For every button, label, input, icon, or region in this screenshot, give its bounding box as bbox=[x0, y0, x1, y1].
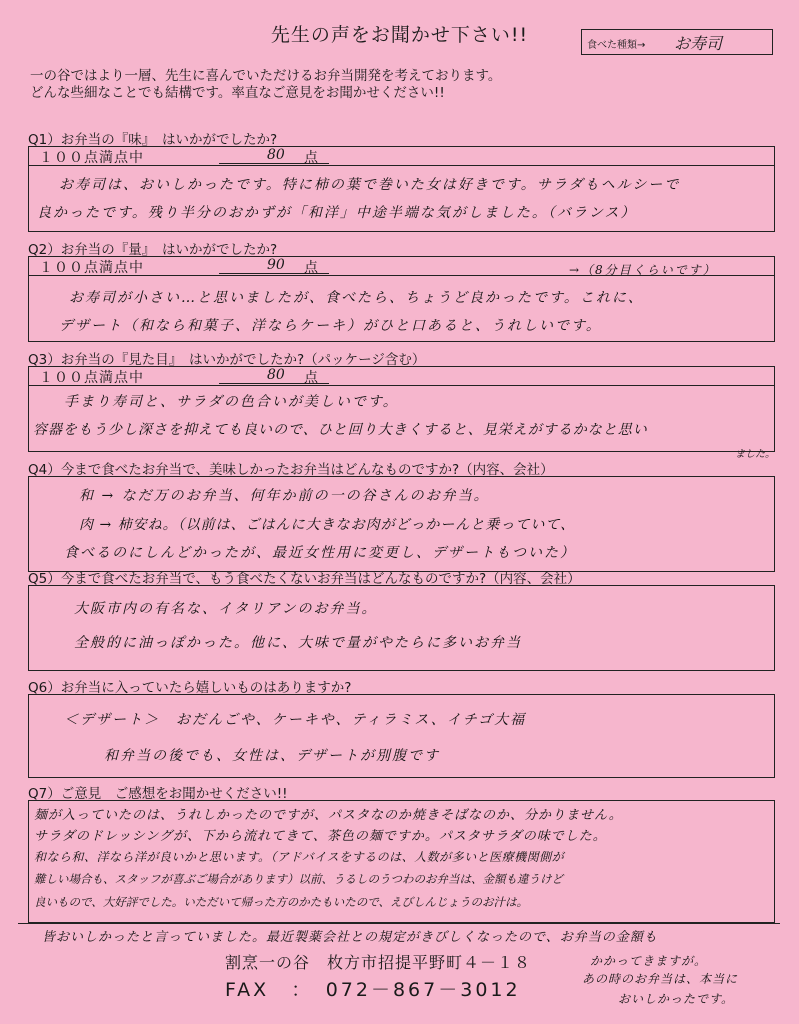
answer-2-line-1: お寿司が小さい…と思いましたが、食べたら、ちょうど良かったです。これに、 bbox=[69, 290, 644, 306]
intro-line-1: 一の谷ではより一層、先生に喜んでいただけるお弁当開発を考えております。 bbox=[30, 68, 502, 84]
answer-box-3 bbox=[28, 366, 775, 452]
answer-2-note: →（8分目くらいです） bbox=[569, 263, 717, 277]
answer-box-6 bbox=[28, 694, 775, 778]
question-3: Q3）お弁当の『見た目』 はいかがでしたか?（パッケージ含む） bbox=[28, 352, 426, 368]
question-7: Q7）ご意見 ご感想をお聞かせください!! bbox=[28, 786, 288, 802]
answer-3-line-1: 手まり寿司と、サラダの色合いが美しいです。 bbox=[64, 394, 399, 410]
answer-5-line-1: 大阪市内の有名な、イタリアンのお弁当。 bbox=[74, 601, 378, 617]
answer-4-line-3: 食べるのにしんどかったが、最近女性用に変更し、デザートもついた） bbox=[64, 545, 576, 561]
question-1: Q1）お弁当の『味』 はいかがでしたか? bbox=[28, 132, 278, 148]
answer-4-line-1: 和 → なだ万のお弁当、何年か前の一の谷さんのお弁当。 bbox=[79, 488, 490, 504]
page-title: 先生の声をお聞かせ下さい!! bbox=[270, 24, 529, 46]
answer-box-5 bbox=[28, 585, 775, 671]
answer-7-line-4: 難しい場合も、スタッフが喜ぶご場合があります）以前、うるしのうつわのお弁当は、金額も違うけど bbox=[34, 872, 563, 886]
question-5: Q5）今まで食べたお弁当で、もう食べたくないお弁当はどんなものですか?（内容、会社） bbox=[28, 571, 581, 587]
score-value-3: 80 bbox=[267, 367, 285, 383]
answer-2-line-2: デザート（和なら和菓子、洋ならケーキ）がひと口あると、うれしいです。 bbox=[59, 318, 602, 334]
intro-line-2: どんな些細なことでも結構です。率直なご意見をお聞かせください!! bbox=[30, 85, 445, 101]
answer-7-line-5: 良いもので、大好評でした。いただいて帰った方のかたもいたので、えびしんじょうのお汁は。 bbox=[34, 895, 529, 909]
side-note-line-2: あの時のお弁当は、本当に bbox=[582, 972, 739, 986]
question-4: Q4）今まで食べたお弁当で、美味しかったお弁当はどんなものですか?（内容、会社） bbox=[28, 462, 554, 478]
footer-fax: FAX ： 072－867－3012 bbox=[225, 979, 521, 1001]
question-2: Q2）お弁当の『量』 はいかがでしたか? bbox=[28, 242, 278, 258]
answer-6-line-2: 和弁当の後でも、女性は、デザートが別腹です bbox=[104, 748, 440, 764]
answer-3-tail: ました。 bbox=[735, 449, 775, 460]
score-value-2: 90 bbox=[267, 257, 285, 273]
answer-box-1 bbox=[28, 146, 775, 232]
footer-divider bbox=[18, 923, 780, 924]
footer-address: 割烹一の谷 枚方市招提平野町４－１８ bbox=[225, 953, 532, 972]
answer-box-4 bbox=[28, 476, 775, 572]
answer-5-line-2: 全般的に油っぽかった。他に、大味で量がやたらに多いお弁当 bbox=[74, 635, 522, 651]
side-note-line-3: おいしかったです。 bbox=[618, 992, 735, 1006]
score-unit: 点 bbox=[304, 260, 318, 276]
score-label: １００点満点中 bbox=[39, 260, 144, 276]
food-type-value: お寿司 bbox=[674, 34, 723, 53]
score-value-1: 80 bbox=[267, 147, 285, 163]
answer-1-line-1: お寿司は、おいしかったです。特に柿の葉で巻いた女は好きです。サラダもヘルシーで bbox=[59, 177, 681, 193]
answer-box-7 bbox=[28, 800, 775, 923]
answer-1-line-2: 良かったです。残り半分のおかずが「和洋」中途半端な気がしました。（バランス） bbox=[37, 205, 637, 221]
food-type-box bbox=[581, 29, 773, 55]
answer-7-line-3: 和なら和、洋なら洋が良いかと思います。（アドバイスをするのは、人数が多いと医療機関側が bbox=[34, 850, 565, 864]
score-label: １００点満点中 bbox=[39, 370, 144, 386]
side-note-line-1: かかってきますが。 bbox=[590, 954, 708, 968]
answer-6-line-1: ＜デザート＞ おだんごや、ケーキや、ティラミス、イチゴ大福 bbox=[64, 712, 527, 728]
score-row-1 bbox=[29, 147, 774, 166]
answer-3-line-2: 容器をもう少し深さを抑えても良いので、ひと回り大きくすると、見栄えがするかなと思い bbox=[33, 422, 648, 438]
score-unit: 点 bbox=[304, 370, 318, 386]
answer-box-2 bbox=[28, 256, 775, 342]
score-unit: 点 bbox=[304, 150, 318, 166]
answer-7-line-1: 麺が入っていたのは、うれしかったのですが、パスタなのか焼きそばなのか、分かりません。 bbox=[34, 808, 623, 823]
answer-7-line-2: サラダのドレッシングが、下から流れてきて、茶色の麺ですか。パスタサラダの味でした。 bbox=[34, 829, 607, 844]
score-row-3 bbox=[29, 367, 774, 386]
food-type-label: 食べた種類→ bbox=[587, 40, 646, 51]
question-6: Q6）お弁当に入っていたら嬉しいものはありますか? bbox=[28, 680, 352, 696]
answer-4-line-2: 肉 → 柿安ね。（以前は、ごはんに大きなお肉がどっかーんと乗っていて、 bbox=[79, 517, 576, 533]
score-label: １００点満点中 bbox=[39, 150, 144, 166]
answer-7-line-6: 皆おいしかったと言っていました。最近製薬会社との規定がきびしくなったので、お弁当の金額も bbox=[42, 930, 658, 945]
